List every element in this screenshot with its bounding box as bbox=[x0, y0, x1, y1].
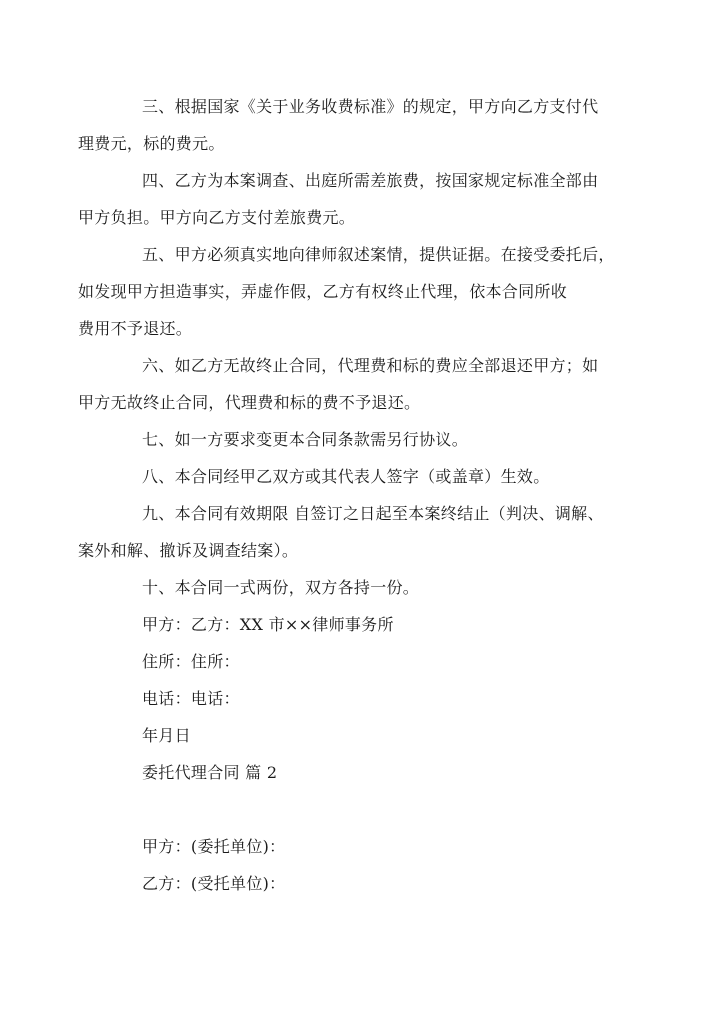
paragraph-line: 五、甲方必须真实地向律师叙述案情，提供证据。在接受委托后， bbox=[142, 245, 615, 264]
party-b-line: 乙方：(受托单位)： bbox=[142, 874, 286, 893]
paragraph-line: 如发现甲方担造事实，弄虚作假，乙方有权终止代理，依本合同所收 bbox=[78, 282, 568, 301]
signature-date: 年月日 bbox=[142, 726, 191, 745]
signature-phone: 电话：电话： bbox=[142, 689, 240, 708]
contract-clause-7 bbox=[110, 421, 616, 458]
paragraph-line: 费用不予退还。 bbox=[78, 319, 193, 338]
paragraph-line: 六、如乙方无故终止合同，代理费和标的费应全部退还甲方；如 bbox=[142, 356, 599, 375]
contract-clause-6 bbox=[78, 347, 616, 421]
contract-clause-10 bbox=[110, 569, 616, 606]
paragraph-line: 七、如一方要求变更本合同条款需另行协议。 bbox=[142, 430, 469, 449]
paragraph-line: 甲方无故终止合同，代理费和标的费不予退还。 bbox=[78, 393, 421, 412]
clauses bbox=[78, 88, 616, 606]
signature-parties: 甲方：乙方：XX 市××律师事务所 bbox=[142, 615, 394, 634]
document-page bbox=[78, 88, 616, 902]
contract-clause-3 bbox=[78, 88, 616, 162]
section-title: 委托代理合同 篇 2 bbox=[142, 763, 278, 782]
paragraph-line: 九、本合同有效期限 自签订之日起至本案终结止（判决、调解、 bbox=[142, 504, 604, 523]
contract-clause-9 bbox=[78, 495, 616, 569]
section-spacer bbox=[110, 791, 616, 828]
paragraph-line: 甲方负担。甲方向乙方支付差旅费元。 bbox=[78, 208, 356, 227]
party-a-line: 甲方：(委托单位)： bbox=[142, 837, 286, 856]
contract-clause-8 bbox=[110, 458, 616, 495]
paragraph-line: 案外和解、撤诉及调查结案）。 bbox=[78, 541, 299, 560]
signature-address: 住所：住所： bbox=[142, 652, 240, 671]
contract-clause-5 bbox=[78, 236, 616, 347]
paragraph-line: 四、乙方为本案调查、出庭所需差旅费，按国家规定标准全部由 bbox=[142, 171, 599, 190]
paragraph-line: 理费元，标的费元。 bbox=[78, 134, 225, 153]
contract-clause-4 bbox=[78, 162, 616, 236]
paragraph-line: 三、根据国家《关于业务收费标准》的规定，甲方向乙方支付代 bbox=[142, 97, 599, 116]
paragraph-line: 八、本合同经甲乙双方或其代表人签字（或盖章）生效。 bbox=[142, 467, 550, 486]
paragraph-line: 十、本合同一式两份，双方各持一份。 bbox=[142, 578, 420, 597]
